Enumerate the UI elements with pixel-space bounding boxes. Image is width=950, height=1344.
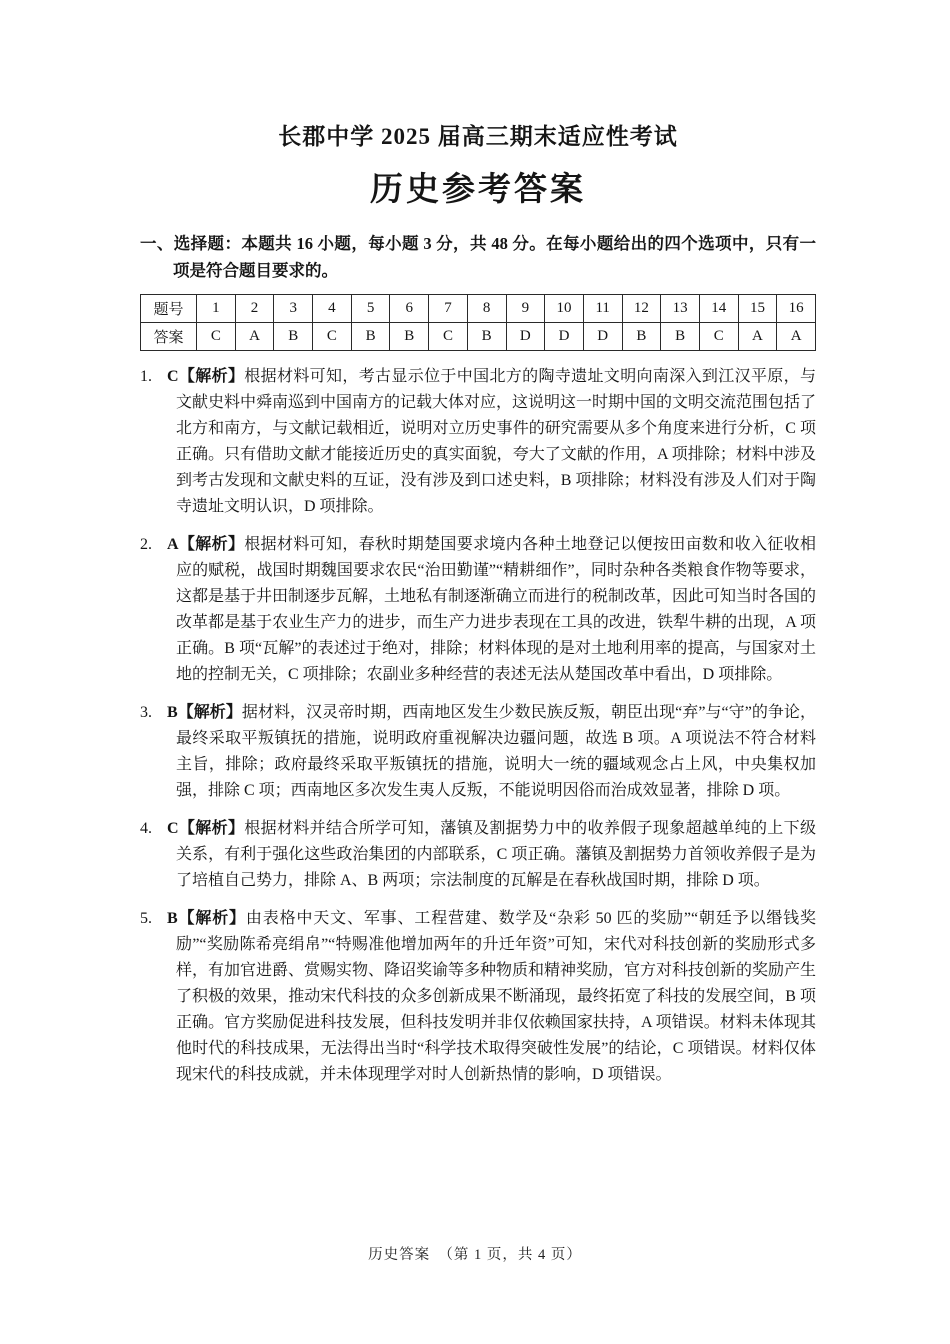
answer-cell: C	[313, 323, 352, 351]
explanation-answer: B	[167, 910, 178, 927]
question-number: 7	[429, 295, 468, 323]
analysis-tag: 【解析】	[178, 536, 245, 553]
explanation-item	[140, 700, 816, 804]
question-number: 1	[197, 295, 236, 323]
page-subtitle: 历史参考答案	[370, 172, 586, 208]
answer-cell: B	[661, 323, 700, 351]
explanation-text: 根据材料可知，春秋时期楚国要求境内各种土地登记以便按田亩数和收入征收相应的赋税，战国时期魏国要求农民“治田勤谨”“精耕细作”，同时杂种各类粮食作物等要求，这都是基于井田制逐步瓦解，土地私有制逐渐确立而进行的税制改革，因此可知当时各国的改革都是基于农业生产力的进步，而生产力进步表现在工具的改进，铁犁牛耕的出现，A 项正确。B 项“瓦解”的表述过于绝对，排除；材料体现的是对土地利用率的提高，与国家对土地的控制无关，C 项排除；农副业多种经营的表述无法从楚国改革中看出，D 项排除。	[176, 536, 817, 683]
analysis-tag: 【解析】	[177, 704, 242, 721]
answer-cell: C	[197, 323, 236, 351]
question-number: 9	[506, 295, 545, 323]
answer-table-answer-row	[141, 323, 816, 351]
explanation-number: 3.	[140, 704, 152, 721]
answer-cell: A	[235, 323, 274, 351]
explanation-item	[140, 906, 816, 1088]
explanation-number: 4.	[140, 820, 152, 837]
answer-cell: D	[545, 323, 584, 351]
question-number: 16	[777, 295, 816, 323]
answer-cell: C	[429, 323, 468, 351]
question-number: 12	[622, 295, 661, 323]
answer-cell: D	[583, 323, 622, 351]
page-title: 长郡中学 2025 届高三期末适应性考试	[278, 124, 678, 149]
answer-cell: B	[274, 323, 313, 351]
explanation-number: 1.	[140, 368, 152, 385]
answer-cell: A	[738, 323, 777, 351]
explanation-number: 2.	[140, 536, 152, 553]
explanation-answer: C	[167, 820, 179, 837]
page-footer: 历史答案 （第 1 页，共 4 页）	[368, 1247, 582, 1263]
answer-cell: B	[351, 323, 390, 351]
question-number: 10	[545, 295, 584, 323]
explanation-number: 5.	[140, 910, 152, 927]
question-number: 5	[351, 295, 390, 323]
answer-table	[140, 294, 816, 351]
explanation-text: 据材料，汉灵帝时期，西南地区发生少数民族反叛，朝臣出现“弃”与“守”的争论，最终采取平叛镇抚的措施，说明政府重视解决边疆问题，故选 B 项。A 项说法不符合材料主旨，排除；政府最终采取平叛镇抚的措施，说明大一统的疆域观念占上风，中央集权加强，排除 C 项；西南地区多次发生夷人反叛，不能说明因俗而治成效显著，排除 D 项。	[176, 704, 816, 799]
answer-cell: A	[777, 323, 816, 351]
explanation-answer: B	[167, 704, 178, 721]
analysis-tag: 【解析】	[177, 910, 246, 927]
explanation-item	[140, 816, 816, 894]
question-number: 4	[313, 295, 352, 323]
explanation-item	[140, 532, 816, 688]
question-number: 8	[467, 295, 506, 323]
answer-cell: B	[467, 323, 506, 351]
analysis-tag: 【解析】	[178, 368, 245, 385]
explanation-item	[140, 364, 816, 520]
explanation-answer: C	[167, 368, 179, 385]
section-intro: 一、选择题：本题共 16 小题，每小题 3 分，共 48 分。在每小题给出的四个选项中，只有一项是符合题目要求的。	[140, 234, 816, 280]
explanation-text: 根据材料并结合所学可知，藩镇及割据势力中的收养假子现象超越单纯的上下级关系，有利于强化这些政治集团的内部联系，C 项正确。藩镇及割据势力首领收养假子是为了培植自己势力，排除 A、B 两项；宗法制度的瓦解是在春秋战国时期，排除 D 项。	[176, 820, 816, 889]
explanation-text: 根据材料可知，考古显示位于中国北方的陶寺遗址文明向南深入到江汉平原，与文献史料中舜南巡到中国南方的记载大体对应，这说明这一时期中国的文明交流范围包括了北方和南方，与文献记载相近，说明对立历史事件的研究需要从多个角度来进行分析，C 项正确。只有借助文献才能接近历史的真实面貌，夸大了文献的作用，A 项排除；材料中涉及到考古发现和文献史料的互证，没有涉及到口述史料，B 项排除；材料没有涉及人们对于陶寺遗址文明认识，D 项排除。	[176, 368, 817, 515]
question-number: 3	[274, 295, 313, 323]
question-number: 14	[699, 295, 738, 323]
question-number: 15	[738, 295, 777, 323]
question-number: 2	[235, 295, 274, 323]
question-number: 6	[390, 295, 429, 323]
explanation-answer: A	[167, 536, 179, 553]
question-number: 13	[661, 295, 700, 323]
row-label-question: 题号	[141, 295, 197, 323]
explanation-text: 由表格中天文、军事、工程营建、数学及“杂彩 50 匹的奖励”“朝廷予以缗钱奖励”“奖励陈希亮绢帛”“特赐准他增加两年的升迁年资”可知，宋代对科技创新的奖励形式多样，有加官进爵、赏赐实物、降诏奖谕等多种物质和精神奖励，官方对科技创新的奖励产生了积极的效果，推动宋代科技的众多创新成果不断涌现，最终拓宽了科技的发展空间，B 项正确。官方奖励促进科技发展，但科技发明并非仅依赖国家扶持，A 项错误。材料未体现其他时代的科技成果，无法得出当时“科学技术取得突破性发展”的结论，C 项错误。材料仅体现宋代的科技成就，并未体现理学对时人创新热情的影响，D 项错误。	[176, 910, 817, 1083]
answer-cell: B	[622, 323, 661, 351]
answer-table-number-row	[141, 295, 816, 323]
analysis-tag: 【解析】	[178, 820, 245, 837]
answer-cell: C	[699, 323, 738, 351]
row-label-answer: 答案	[141, 323, 197, 351]
answer-cell: B	[390, 323, 429, 351]
question-number: 11	[583, 295, 622, 323]
answer-cell: D	[506, 323, 545, 351]
